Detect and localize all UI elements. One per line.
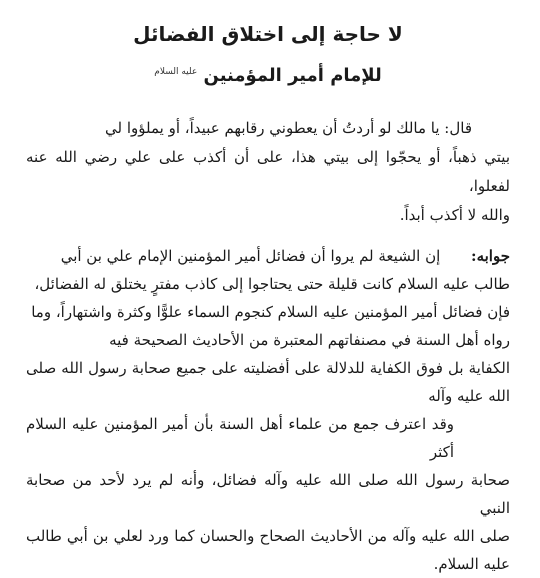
- quote-line: والله لا أكذب أبداً.: [399, 206, 510, 224]
- answer-line: رواه أهل السنة في مصنفاتهم المعتبرة من الأحاديث الصحيحة فيه: [109, 331, 510, 349]
- answer-line: صلى الله عليه وآله من الأحاديث الصحاح والحسان كما ورد لعلي بن أبي طالب عليه السلام.: [26, 527, 510, 573]
- answer-line: وقد اعترف جمع من علماء أهل السنة بأن أمير المؤمنين عليه السلام أكثر: [26, 415, 454, 461]
- answer-line: إن الشيعة لم يروا أن فضائل أمير المؤمنين الإمام علي بن أبي: [60, 247, 441, 265]
- answer-line: صحابة رسول الله صلى الله عليه وآله فضائل، وأنه لم يرد لأحد من صحابة النبي: [26, 471, 510, 517]
- answer-line: فإن فضائل أمير المؤمنين عليه السلام كنجوم السماء علوًّا وكثرة واشتهاراً، وما: [31, 303, 510, 321]
- page-subtitle: [26, 50, 510, 92]
- answer-paragraph: [26, 230, 510, 578]
- quote-line: بيتي ذهباً، أو يحجّوا إلى بيتي هذا، على أن أكذب على علي رضي الله عنه لفعلوا،: [26, 148, 510, 195]
- quote-line: قال: يا مالك لو أردتُ أن يعطوني رقابهم عبيداً، أو يملؤوا لي: [105, 119, 472, 137]
- page-title: لا حاجة إلى اختلاق الفضائل: [133, 22, 403, 46]
- honorific-mark: عليه السلام: [154, 67, 198, 77]
- answer-label: جوابه:: [471, 247, 510, 265]
- answer-line: طالب عليه السلام كانت قليلة حتى يحتاجوا إلى كاذب مفترٍ يختلق له الفضائل،: [34, 275, 510, 293]
- subtitle-text: للإمام أمير المؤمنين: [203, 65, 382, 86]
- answer-line: الكفاية بل فوق الكفاية للدلالة على أفضليته على جميع صحابة رسول الله صلى الله عليه وآله: [26, 359, 510, 405]
- quote-paragraph: [26, 92, 510, 230]
